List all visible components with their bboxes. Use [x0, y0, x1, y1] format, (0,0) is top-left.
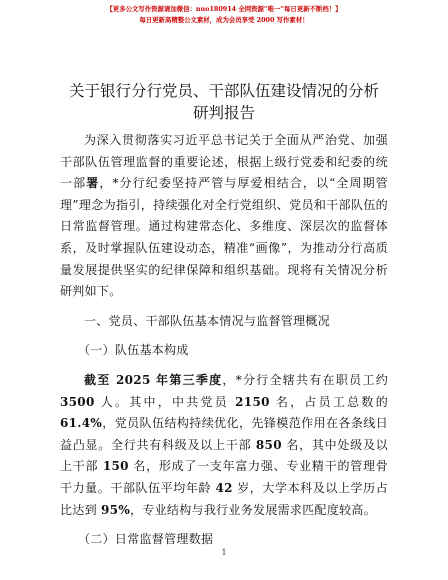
intro-text-bold: 署	[86, 176, 100, 191]
spacer	[60, 332, 388, 340]
document-title	[40, 80, 408, 124]
para-text: 名，占员工总数的	[269, 394, 388, 409]
average-age: 42	[215, 480, 233, 495]
para-text: 岁，大学本科及以上学历占比达到	[60, 480, 389, 517]
staff-count: 3500	[60, 394, 95, 409]
document-body	[60, 130, 388, 551]
intro-text-a: 为深入贯彻落实习近平总书记关于全面从严治党、加强干部队伍管理监督的重要论述，根据上级行党委和纪委的统一部	[60, 133, 388, 191]
subsection-heading-2: （二）日常监督管理数据	[78, 532, 214, 547]
para-text: ，*分行全辖共有在职员工约	[222, 372, 389, 387]
para-text: 人。其中，中共党员	[94, 394, 236, 409]
spacer	[60, 303, 388, 311]
para-text: 名，形成了一支年富力强、专业精干的管理骨干力量。干部队伍平均年龄	[60, 459, 389, 495]
para-text: ，党员队伍结构持续优化，先锋模范作用在各条线日益凸显。全行共有科级及以上干部	[60, 416, 388, 452]
senior-cadre-count: 150	[102, 459, 129, 474]
composition-paragraph	[60, 370, 388, 521]
intro-text-b: ，*分行纪委坚持严管与厚爱相结合，以“全周期管理”理念为指引，持续强化对全行党组织、党员和干部队伍的日常监督管理。通过构建常态化、多维度、深层次的监督体系，及时掌握队伍建设动态，精准“画像”，为推动分行高质量发展提供坚实的纪律保障和组织基础。现将有关情况分析研判如下。	[60, 176, 388, 299]
promo-banner	[0, 4, 448, 26]
cadre-count: 850	[255, 437, 282, 452]
party-member-ratio: 61.4%	[60, 416, 103, 431]
title-line-2: 研判报告	[192, 104, 255, 122]
section-heading-1: 一、党员、干部队伍基本情况与监督管理概况	[84, 313, 331, 328]
promo-line-1: 【更多公文写作资源请加微信：nuo180914 全网资源”唯一”每日更新不断档！】	[106, 5, 342, 13]
para-text: ，专业结构与我行业务发展需求匹配度较高。	[130, 502, 377, 517]
page-number: 1	[221, 548, 227, 557]
party-member-count: 2150	[235, 394, 270, 409]
degree-ratio: 95%	[101, 502, 131, 517]
title-line-1: 关于银行分行党员、干部队伍建设情况的分析	[68, 82, 379, 100]
para-text: 名，其中处级及以上干部	[60, 437, 388, 474]
promo-line-2: 每日更新高精整公文素材，成为会员享受 2000 写作素材！	[139, 16, 309, 24]
date-lead: 截至 2025 年第三季度	[84, 372, 223, 387]
spacer	[60, 521, 388, 529]
spacer	[60, 362, 388, 370]
intro-paragraph	[60, 130, 388, 303]
subsection-heading-1: （一）队伍基本构成	[78, 343, 189, 358]
